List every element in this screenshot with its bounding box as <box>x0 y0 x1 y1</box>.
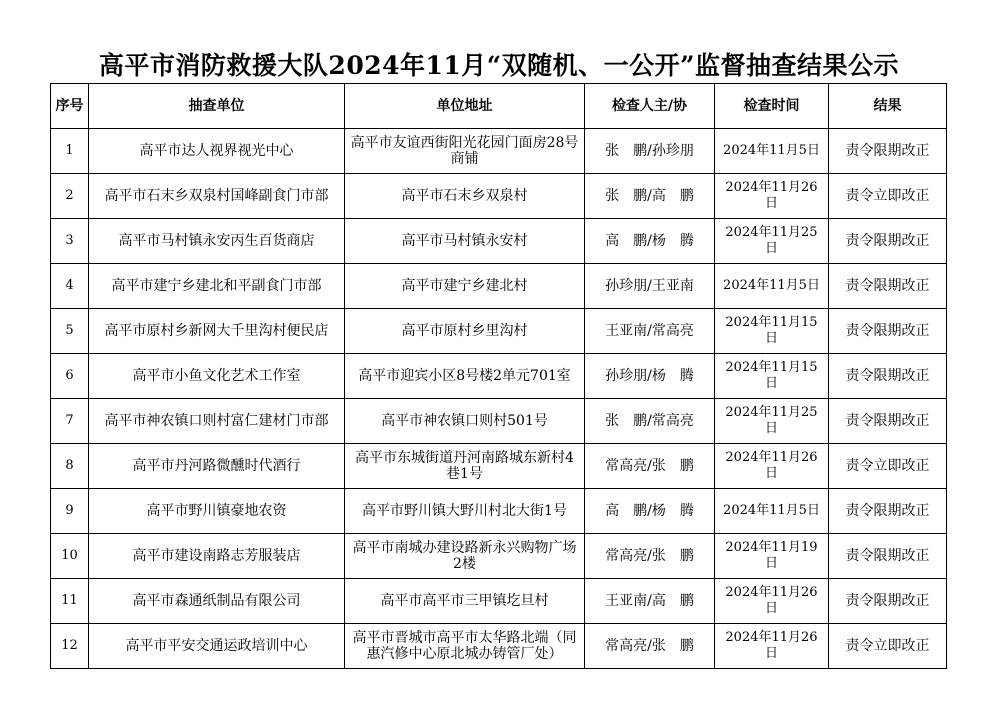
table-row <box>51 444 947 489</box>
cell-result: 责令限期改正 <box>829 129 947 174</box>
cell-inspectors: 常高亮/张 鹏 <box>585 624 715 669</box>
cell-seq: 12 <box>51 624 89 669</box>
cell-result: 责令立即改正 <box>829 444 947 489</box>
cell-date: 2024年11月15日 <box>715 354 829 399</box>
cell-unit: 高平市小鱼文化艺术工作室 <box>89 354 345 399</box>
table-row <box>51 309 947 354</box>
cell-address: 高平市原村乡里沟村 <box>345 309 585 354</box>
cell-result: 责令限期改正 <box>829 219 947 264</box>
cell-address: 高平市友谊西街阳光花园门面房28号商铺 <box>345 129 585 174</box>
inspection-results-table <box>50 83 947 669</box>
header-seq: 序号 <box>51 84 89 129</box>
cell-date: 2024年11月19日 <box>715 534 829 579</box>
cell-seq: 2 <box>51 174 89 219</box>
cell-result: 责令立即改正 <box>829 174 947 219</box>
cell-date: 2024年11月26日 <box>715 579 829 624</box>
cell-address: 高平市南城办建设路新永兴购物广场2楼 <box>345 534 585 579</box>
cell-inspectors: 王亚南/高 鹏 <box>585 579 715 624</box>
cell-address: 高平市马村镇永安村 <box>345 219 585 264</box>
cell-seq: 6 <box>51 354 89 399</box>
cell-address: 高平市东城街道丹河南路城东新村4巷1号 <box>345 444 585 489</box>
cell-address: 高平市神农镇口则村501号 <box>345 399 585 444</box>
cell-inspectors: 常高亮/张 鹏 <box>585 534 715 579</box>
cell-inspectors: 高 鹏/杨 腾 <box>585 219 715 264</box>
cell-inspectors: 张 鹏/孙珍朋 <box>585 129 715 174</box>
table-row <box>51 129 947 174</box>
cell-unit: 高平市神农镇口则村富仁建材门市部 <box>89 399 345 444</box>
table-row <box>51 624 947 669</box>
cell-seq: 7 <box>51 399 89 444</box>
cell-inspectors: 王亚南/常高亮 <box>585 309 715 354</box>
table-row <box>51 399 947 444</box>
cell-unit: 高平市建设南路志芳服装店 <box>89 534 345 579</box>
cell-seq: 1 <box>51 129 89 174</box>
cell-seq: 8 <box>51 444 89 489</box>
cell-inspectors: 张 鹏/高 鹏 <box>585 174 715 219</box>
table-row <box>51 264 947 309</box>
cell-seq: 10 <box>51 534 89 579</box>
cell-result: 责令限期改正 <box>829 579 947 624</box>
cell-date: 2024年11月26日 <box>715 174 829 219</box>
header-result: 结果 <box>829 84 947 129</box>
table-row <box>51 219 947 264</box>
cell-unit: 高平市建宁乡建北和平副食门市部 <box>89 264 345 309</box>
cell-result: 责令限期改正 <box>829 399 947 444</box>
cell-address: 高平市高平市三甲镇圪旦村 <box>345 579 585 624</box>
cell-result: 责令限期改正 <box>829 354 947 399</box>
cell-address: 高平市野川镇大野川村北大街1号 <box>345 489 585 534</box>
cell-seq: 4 <box>51 264 89 309</box>
cell-result: 责令限期改正 <box>829 534 947 579</box>
cell-result: 责令立即改正 <box>829 624 947 669</box>
cell-result: 责令限期改正 <box>829 309 947 354</box>
header-date: 检查时间 <box>715 84 829 129</box>
cell-unit: 高平市丹河路微醺时代酒行 <box>89 444 345 489</box>
table-row <box>51 489 947 534</box>
cell-unit: 高平市石末乡双泉村国峰副食门市部 <box>89 174 345 219</box>
cell-result: 责令限期改正 <box>829 264 947 309</box>
cell-seq: 5 <box>51 309 89 354</box>
cell-seq: 11 <box>51 579 89 624</box>
cell-result: 责令限期改正 <box>829 489 947 534</box>
cell-inspectors: 常高亮/张 鹏 <box>585 444 715 489</box>
table-row <box>51 534 947 579</box>
page-title: 高平市消防救援大队2024年11月“双随机、一公开”监督抽查结果公示 <box>98 51 900 80</box>
cell-address: 高平市石末乡双泉村 <box>345 174 585 219</box>
cell-date: 2024年11月15日 <box>715 309 829 354</box>
cell-seq: 3 <box>51 219 89 264</box>
header-address: 单位地址 <box>345 84 585 129</box>
cell-date: 2024年11月5日 <box>715 264 829 309</box>
cell-unit: 高平市达人视界视光中心 <box>89 129 345 174</box>
cell-unit: 高平市马村镇永安丙生百货商店 <box>89 219 345 264</box>
header-unit: 抽查单位 <box>89 84 345 129</box>
cell-address: 高平市晋城市高平市太华路北端（同惠汽修中心原北城办铸管厂处） <box>345 624 585 669</box>
table-row <box>51 174 947 219</box>
cell-date: 2024年11月26日 <box>715 624 829 669</box>
cell-inspectors: 孙珍朋/王亚南 <box>585 264 715 309</box>
cell-date: 2024年11月26日 <box>715 444 829 489</box>
cell-unit: 高平市平安交通运政培训中心 <box>89 624 345 669</box>
header-inspectors: 检查人主/协 <box>585 84 715 129</box>
cell-unit: 高平市原村乡新网大千里沟村便民店 <box>89 309 345 354</box>
cell-seq: 9 <box>51 489 89 534</box>
cell-date: 2024年11月5日 <box>715 489 829 534</box>
table-row <box>51 354 947 399</box>
table-row <box>51 579 947 624</box>
cell-unit: 高平市野川镇豪地农资 <box>89 489 345 534</box>
cell-inspectors: 张 鹏/常高亮 <box>585 399 715 444</box>
cell-inspectors: 孙珍朋/杨 腾 <box>585 354 715 399</box>
cell-date: 2024年11月5日 <box>715 129 829 174</box>
cell-address: 高平市建宁乡建北村 <box>345 264 585 309</box>
table-header-row <box>51 84 947 129</box>
cell-address: 高平市迎宾小区8号楼2单元701室 <box>345 354 585 399</box>
cell-date: 2024年11月25日 <box>715 399 829 444</box>
cell-date: 2024年11月25日 <box>715 219 829 264</box>
cell-inspectors: 高 鹏/杨 腾 <box>585 489 715 534</box>
cell-unit: 高平市森通纸制品有限公司 <box>89 579 345 624</box>
